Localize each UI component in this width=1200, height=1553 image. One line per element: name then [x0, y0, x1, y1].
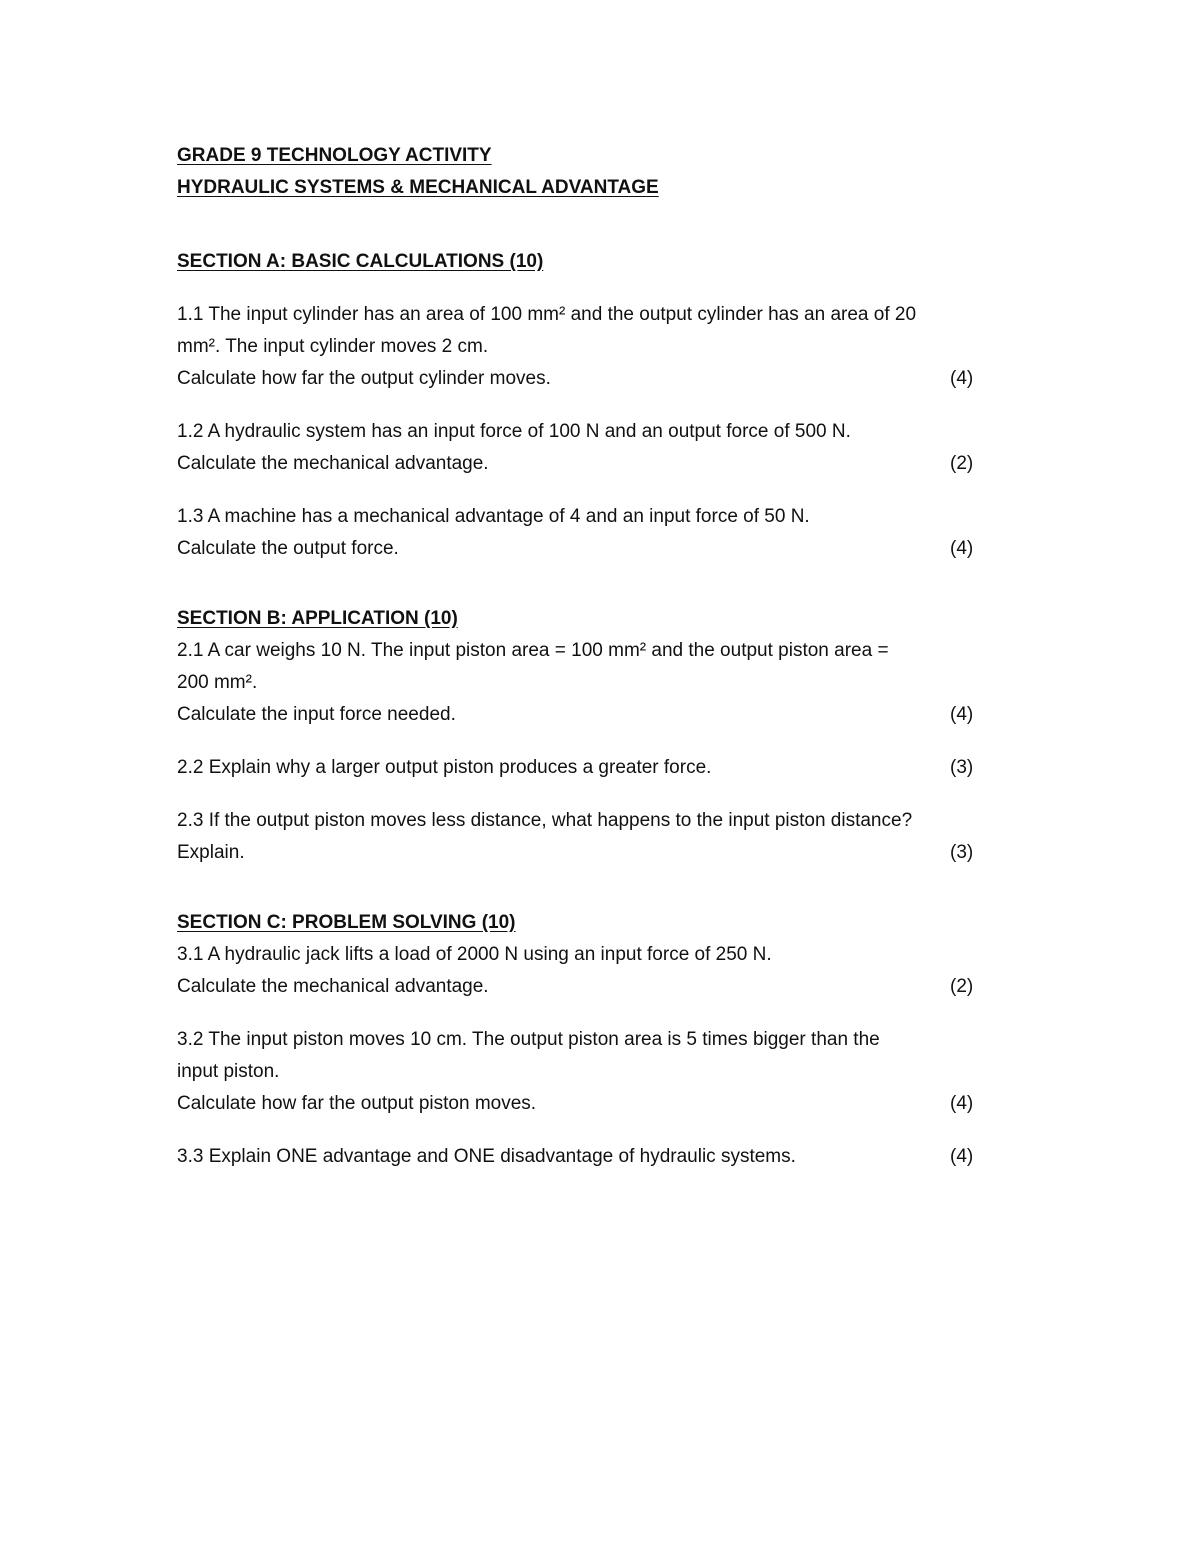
- question-text: 200 mm².: [177, 672, 258, 693]
- section-c: [177, 907, 1037, 1173]
- question-marks: (3): [950, 842, 974, 863]
- section-heading: SECTION A: BASIC CALCULATIONS (10): [177, 251, 544, 272]
- question-task: Calculate the mechanical advantage.: [177, 453, 489, 474]
- question-text: 2.3 If the output piston moves less distance, what happens to the input piston distance?: [177, 810, 913, 831]
- question-task: 2.2 Explain why a larger output piston produces a greater force.: [177, 757, 712, 778]
- question-text: 1.3 A machine has a mechanical advantage of 4 and an input force of 50 N.: [177, 506, 810, 527]
- question-marks: (2): [950, 976, 974, 997]
- question-2-1: [177, 635, 1037, 731]
- question-marks: (2): [950, 453, 974, 474]
- question-marks: (4): [950, 368, 974, 389]
- question-task: Explain.: [177, 842, 245, 863]
- section-heading: SECTION C: PROBLEM SOLVING (10): [177, 912, 516, 933]
- question-marks: (3): [950, 757, 974, 778]
- question-task: Calculate the output force.: [177, 538, 399, 559]
- document-page: [177, 140, 1037, 1173]
- question-1-2: [177, 416, 1037, 480]
- question-text: 3.2 The input piston moves 10 cm. The output piston area is 5 times bigger than the: [177, 1029, 880, 1050]
- question-task: Calculate how far the output cylinder moves.: [177, 368, 551, 389]
- section-b: [177, 603, 1037, 869]
- question-3-3: [177, 1141, 1037, 1173]
- question-1-1: [177, 299, 1037, 395]
- question-text: input piston.: [177, 1061, 280, 1082]
- question-1-3: [177, 501, 1037, 565]
- document-subtitle: HYDRAULIC SYSTEMS & MECHANICAL ADVANTAGE: [177, 177, 659, 198]
- question-task: 3.3 Explain ONE advantage and ONE disadvantage of hydraulic systems.: [177, 1146, 796, 1167]
- question-3-1: [177, 939, 1037, 1003]
- question-3-2: [177, 1024, 1037, 1120]
- question-2-3: [177, 805, 1037, 869]
- question-text: mm². The input cylinder moves 2 cm.: [177, 336, 489, 357]
- question-task: Calculate the input force needed.: [177, 704, 456, 725]
- question-task: Calculate the mechanical advantage.: [177, 976, 489, 997]
- section-a: [177, 246, 1037, 565]
- question-text: 1.1 The input cylinder has an area of 100 mm² and the output cylinder has an area of 20: [177, 304, 917, 325]
- document-title: GRADE 9 TECHNOLOGY ACTIVITY: [177, 145, 492, 166]
- question-marks: (4): [950, 1146, 974, 1167]
- question-text: 1.2 A hydraulic system has an input force of 100 N and an output force of 500 N.: [177, 421, 851, 442]
- question-task: Calculate how far the output piston moves.: [177, 1093, 537, 1114]
- question-marks: (4): [950, 538, 974, 559]
- question-text: 3.1 A hydraulic jack lifts a load of 2000 N using an input force of 250 N.: [177, 944, 772, 965]
- section-heading: SECTION B: APPLICATION (10): [177, 608, 458, 629]
- question-marks: (4): [950, 1093, 974, 1114]
- question-2-2: [177, 752, 1037, 784]
- question-marks: (4): [950, 704, 974, 725]
- question-text: 2.1 A car weighs 10 N. The input piston area = 100 mm² and the output piston area =: [177, 640, 889, 661]
